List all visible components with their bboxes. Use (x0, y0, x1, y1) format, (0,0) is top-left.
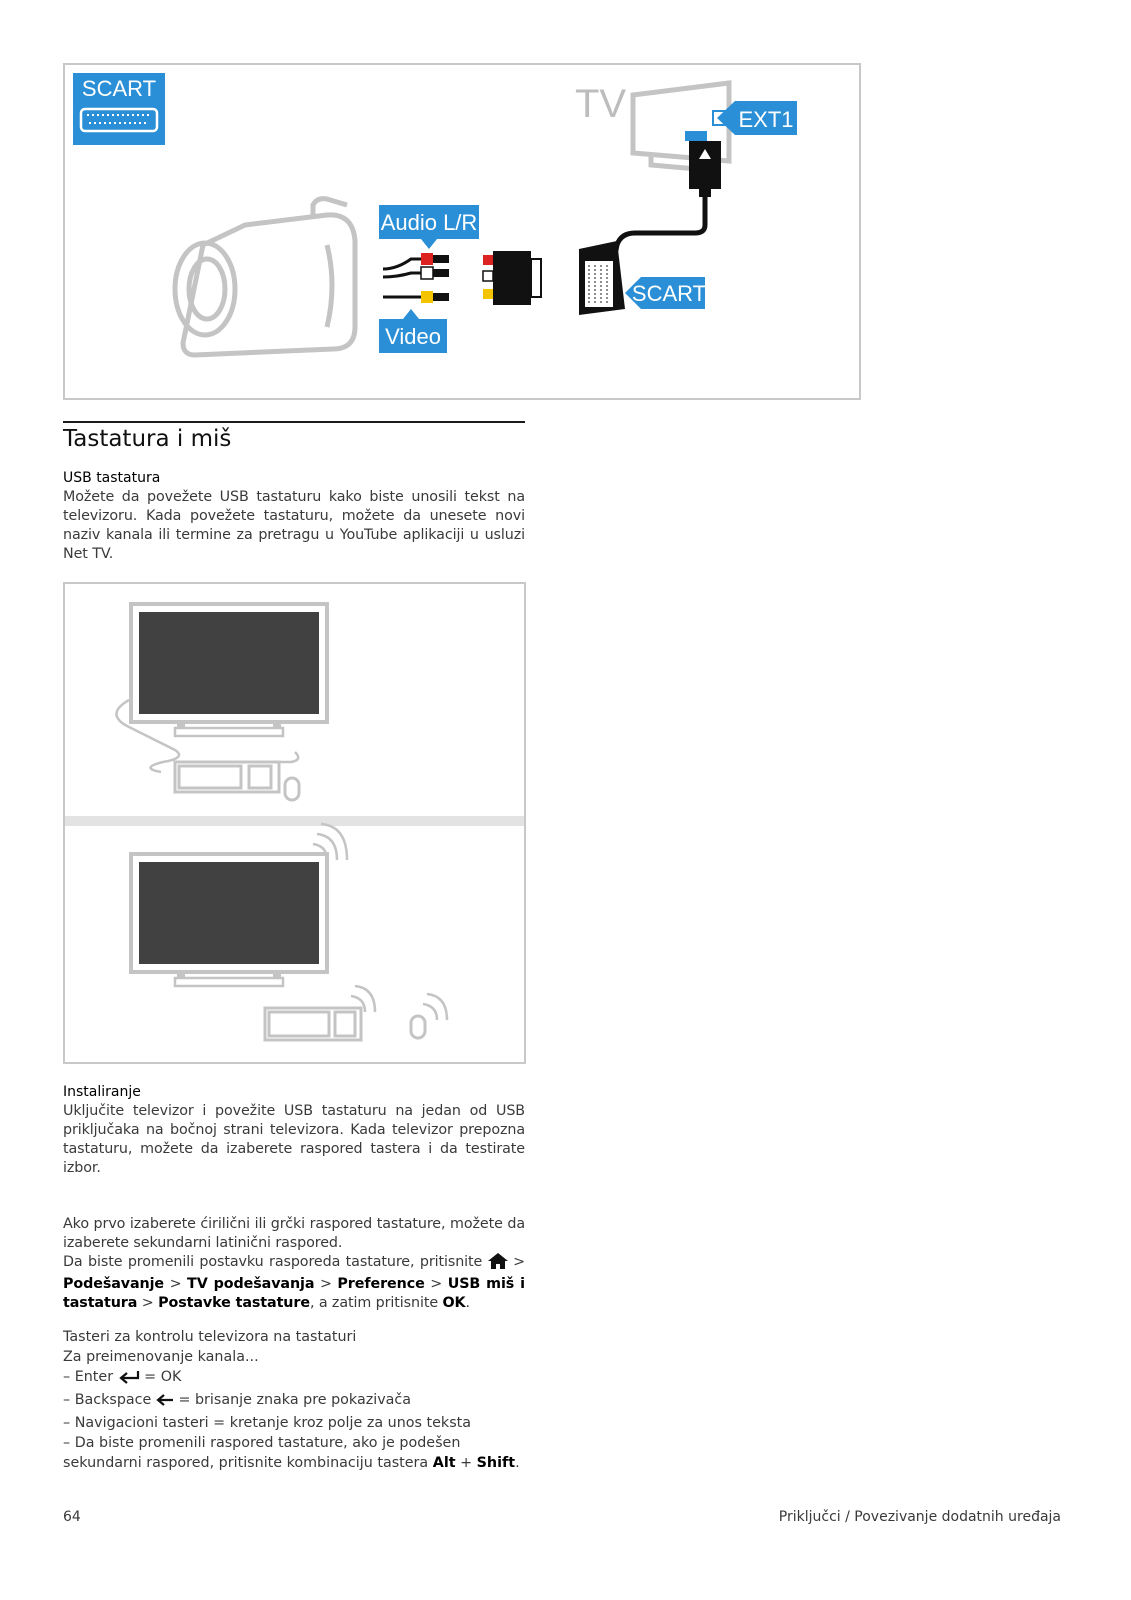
usb-heading: USB tastatura (63, 470, 161, 486)
scart-cable (613, 197, 705, 265)
install-text-3-mid: , a zatim pritisnite (309, 1295, 439, 1311)
keyboard-figure (63, 582, 526, 1064)
usb-section (63, 469, 525, 564)
audio-label: Audio L/R (380, 210, 478, 235)
keyboard-diagram (65, 584, 524, 1062)
ext1-label: EXT1 (738, 107, 794, 132)
menu-separator: > (319, 1276, 332, 1292)
back-arrow-icon (156, 1393, 174, 1413)
menu-path-postavke-tastature: Postavke tastature (158, 1295, 310, 1311)
install-text-3-pre: Da biste promenili postavku rasporeda tastature, pritisnite (63, 1254, 483, 1270)
period: . (465, 1295, 470, 1311)
wireless-keyboard-icon (265, 1008, 361, 1040)
plus-sign: + (460, 1455, 473, 1471)
install-section (63, 1083, 525, 1178)
backspace-line-pre: – Backspace (63, 1392, 152, 1408)
page-number: 64 (63, 1509, 81, 1525)
enter-line (63, 1367, 525, 1390)
menu-separator: > (169, 1276, 182, 1292)
menu-path-usb-mis: USB miš i tastatura (63, 1276, 525, 1311)
keys-heading: Tasteri za kontrolu televizora na tastaturi (63, 1329, 357, 1345)
layout-line-1: – Da biste promenili raspored tastature, ako je podešen (63, 1435, 461, 1451)
install-text-3 (63, 1253, 525, 1313)
backspace-line-post: = brisanje znaka pre pokazivača (178, 1392, 412, 1408)
install-text-2: Ako prvo izaberete ćirilični ili grčki raspored tastature, možete da izaberete sekundarni latinični raspored. (63, 1216, 525, 1251)
install-heading: Instaliranje (63, 1084, 141, 1100)
panel-divider (65, 816, 524, 826)
backspace-line (63, 1390, 525, 1413)
audio-badge (379, 205, 479, 249)
video-label: Video (385, 324, 441, 349)
wireless-mouse-icon (411, 1016, 425, 1038)
usb-text: Možete da povežete USB tastaturu kako biste unosili tekst na televizoru. Kada povežete tastaturu, možete da unesete novi naziv kanala ili termine za pretragu u YouTube aplikaciji u usluzi Net TV. (63, 489, 525, 562)
enter-line-post: = OK (144, 1369, 182, 1385)
menu-path-preference: Preference (337, 1276, 425, 1292)
wired-mouse-icon (285, 778, 299, 800)
scart-plug-tv-icon (689, 141, 721, 189)
scart-badge (73, 73, 165, 145)
scart-plug-icon (579, 241, 625, 315)
home-icon (488, 1253, 508, 1275)
wireless-tv-icon (131, 854, 327, 986)
install-layout-section (63, 1215, 525, 1313)
menu-separator: > (513, 1254, 526, 1270)
scart-badge-label: SCART (81, 76, 157, 101)
tv-label: TV (575, 82, 627, 126)
video-badge (379, 309, 447, 353)
keys-intro: Za preimenovanje kanala... (63, 1349, 259, 1365)
alt-key-label: Alt (432, 1455, 456, 1471)
wired-keyboard-icon (175, 762, 279, 792)
layout-line-2-pre: sekundarni raspored, pritisnite kombinaciju tastera (63, 1455, 429, 1471)
period: . (515, 1455, 520, 1471)
scart-diagram (65, 65, 859, 398)
scart-plug-badge (625, 277, 706, 309)
ok-key-label: OK (442, 1295, 466, 1311)
wired-tv-icon (131, 604, 327, 736)
scart-plug-label: SCART (631, 281, 707, 306)
menu-path-tv-podesavanja: TV podešavanja (187, 1276, 315, 1292)
keys-section (63, 1327, 525, 1473)
av-cables-icon (383, 253, 449, 303)
scart-adapter-icon (483, 251, 541, 305)
camcorder-icon (175, 199, 355, 355)
footer-breadcrumb: Priključci / Povezivanje dodatnih uređaja (778, 1509, 1061, 1525)
scart-connector-top-icon (685, 131, 707, 141)
layout-line-2 (63, 1453, 525, 1473)
menu-separator: > (141, 1295, 154, 1311)
menu-separator: > (430, 1276, 443, 1292)
section-rule (63, 421, 525, 423)
section-title: Tastatura i miš (63, 426, 232, 452)
menu-path-podesavanje: Podešavanje (63, 1276, 165, 1292)
mouse-signal-icon (423, 994, 447, 1020)
enter-line-pre: – Enter (63, 1369, 114, 1385)
enter-arrow-icon (118, 1370, 140, 1390)
navigation-line: – Navigacioni tasteri = kretanje kroz polje za unos teksta (63, 1415, 472, 1431)
install-text-1: Uključite televizor i povežite USB tastaturu na jedan od USB priključaka na bočnoj strani televizora. Kada televizor prepozna tastaturu, možete da izaberete raspored tastera i da testirate izbor. (63, 1103, 525, 1176)
shift-key-label: Shift (476, 1455, 516, 1471)
scart-connection-figure (63, 63, 861, 400)
